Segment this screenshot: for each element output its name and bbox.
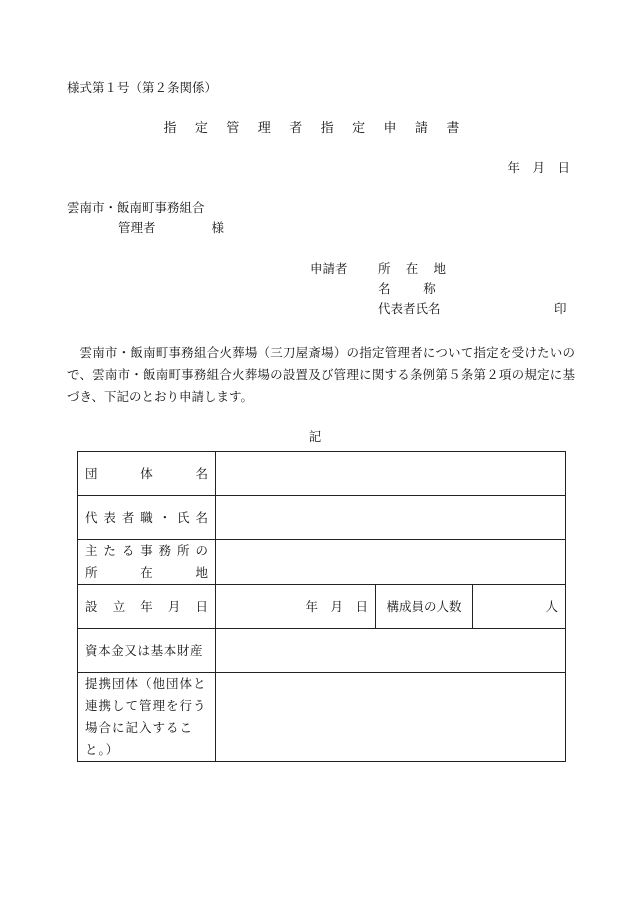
seal-mark: 印 [554,301,567,316]
label-char: 地 [195,565,208,580]
label-char: 年 [140,598,153,614]
label-char: 立 [112,598,126,614]
label-char: 職 [140,509,153,525]
ki-heading: 記 [308,429,322,444]
label-char: 氏 [177,509,190,525]
form-number: 様式第１号（第２条関係） [67,80,218,95]
label-char: 月 [167,598,181,614]
document-title: 指 定 管 理 者 指 定 申 請 書 [163,121,467,136]
capital-field[interactable] [216,629,566,673]
manager-label: 管理者 [118,220,156,235]
partner-label-line: 場合に記入するこ [85,720,194,735]
label-char: の [195,543,208,558]
table-row [78,629,566,673]
label-char: 表 [103,509,116,525]
applicant-name-label: 名 称 [378,281,436,296]
label-char: 日 [195,598,208,614]
capital-label: 資本金又は基本財産 [78,629,216,673]
label-char: 体 [140,465,153,481]
application-date: 年 月 日 [507,160,570,175]
org-name-field[interactable] [216,452,566,496]
addressee-manager [118,222,224,235]
applicant-label: 申請者 [310,261,348,276]
office-location-field[interactable] [216,540,566,585]
label-char: 代 [85,509,98,525]
partner-label-line: 提携団体（他団体と [85,676,207,691]
addressee-organization: 雲南市・飯南町事務組合 [67,200,205,215]
members-unit: 人 [545,598,558,614]
label-char: 主 [85,543,98,558]
honorific: 様 [211,220,225,235]
partner-org-label [78,673,216,762]
label-char: る [121,543,135,558]
representative-label [78,496,216,540]
label-char: 者 [121,509,135,525]
office-location-label [78,540,216,585]
label-char: 在 [140,565,153,580]
label-char: 所 [85,565,98,580]
label-char: 名 [195,465,208,481]
label-char: 所 [177,543,190,558]
label-char: ・ [158,509,172,525]
label-char: 団 [85,465,98,481]
label-char: 事 [140,543,153,558]
applicant-location-label: 所 在 地 [378,261,446,276]
table-row [78,673,566,762]
application-body-text: 雲南市・飯南町事務組合火葬場（三刀屋斎場）の指定管理者について指定を受けたいので、雲南市・飯南町事務組合火葬場の設置及び管理に関する条例第５条第２項の規定に基づき、下記のとおり申請します。 [67,345,575,404]
established-date-field[interactable]: 年 月 日 [216,585,376,629]
established-date-label [78,585,216,629]
label-char: 名 [195,509,208,525]
org-name-label [78,452,216,496]
table-row [78,585,566,629]
partner-org-field[interactable] [216,673,566,762]
table-row [78,496,566,540]
applicant-representative-label: 代表者氏名 [378,301,441,316]
table-row [78,540,566,585]
representative-field[interactable] [216,496,566,540]
partner-label-line: 連携して管理を行う [85,698,207,713]
members-count-field[interactable] [473,585,566,629]
label-char: 務 [158,543,172,558]
members-count-label: 構成員の人数 [376,585,473,629]
table-row [78,452,566,496]
application-form-table [77,451,566,762]
label-char: 設 [85,598,98,614]
partner-label-line: と。） [85,742,120,757]
label-char: た [103,543,116,558]
